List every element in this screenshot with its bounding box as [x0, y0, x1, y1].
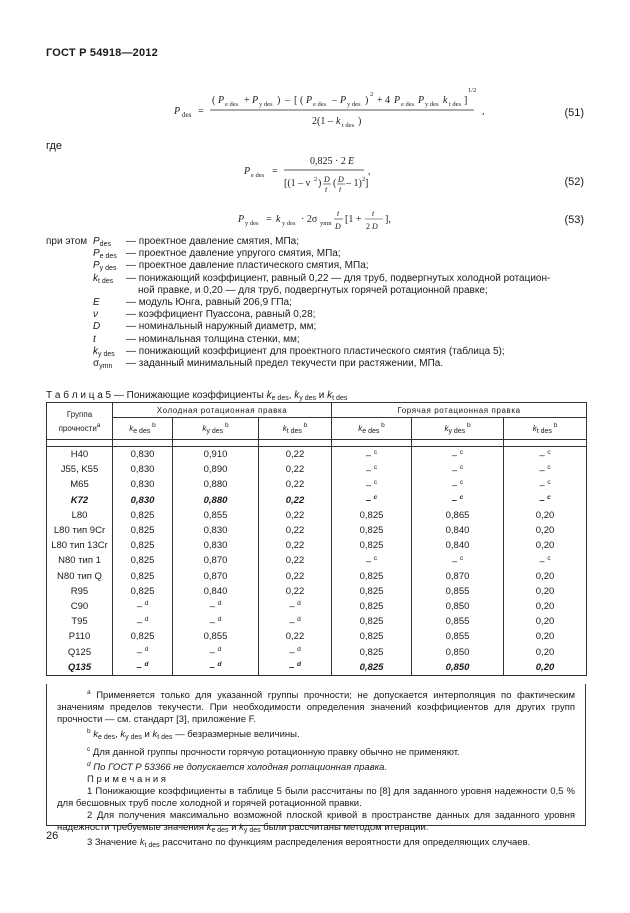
cold-straightening-header: Холодная ротационная правка — [113, 403, 332, 418]
cell-group: H40 — [47, 447, 113, 463]
cell-value: 0,825 — [332, 569, 412, 584]
cell-group: M65 — [47, 477, 113, 492]
cell-value: 0,830 — [113, 447, 173, 463]
cell-value: – $^d$ — [259, 614, 332, 629]
svg-text:=: = — [266, 214, 272, 225]
svg-text:t des: t des — [342, 122, 355, 129]
cell-group: T95 — [47, 614, 113, 629]
definition-symbol: E — [93, 296, 100, 308]
cell-group: L80 тип 13Cr — [47, 538, 113, 553]
table-row — [47, 493, 587, 508]
cell-value: 0,890 — [173, 462, 259, 477]
svg-text:(: ( — [333, 178, 337, 189]
cell-value: 0,830 — [113, 462, 173, 477]
page-number: 26 — [46, 830, 59, 842]
definitions-list — [46, 236, 586, 370]
cell-value: 0,20 — [504, 538, 587, 553]
cell-value: 0,20 — [504, 523, 587, 538]
definition-text: — проектное давление пластического смятия, МПа; — [126, 260, 369, 272]
notes-title: П р и м е ч а н и я — [87, 774, 166, 785]
cell-group: N80 тип Q — [47, 569, 113, 584]
cell-value: – $^d$ — [113, 644, 173, 659]
cell-value: 0,20 — [504, 629, 587, 644]
definition-symbol: $k_{y des}$ — [93, 345, 115, 358]
equation-51-formula — [172, 84, 502, 134]
definition-symbol: $k_{t des}$ — [93, 272, 114, 285]
table-caption-prefix: Т а б л и ц а 5 — [46, 390, 112, 401]
svg-text:0,825 · 2: 0,825 · 2 — [310, 156, 346, 167]
cell-group: Q135 — [47, 660, 113, 676]
svg-text:ymn: ymn — [320, 220, 332, 227]
cell-value: 0,870 — [412, 569, 504, 584]
svg-text:[(1 – ν: [(1 – ν — [284, 178, 311, 189]
svg-text:· 2σ: · 2σ — [301, 214, 318, 225]
table-row — [47, 644, 587, 659]
cell-value: – $^d$ — [173, 644, 259, 659]
cell-value: – $^c$ — [412, 462, 504, 477]
cell-value: 0,830 — [173, 538, 259, 553]
definition-text: — заданный минимальный предел текучести при растяжении, МПа. — [126, 357, 444, 369]
table-row — [47, 660, 587, 676]
svg-text:t: t — [337, 209, 340, 218]
svg-text:e des: e des — [401, 101, 415, 108]
cell-value: 0,22 — [259, 508, 332, 523]
cell-group: C90 — [47, 599, 113, 614]
definition-text: — номинальная толщина стенки, мм; — [126, 333, 300, 345]
cell-value: – $^d$ — [113, 599, 173, 614]
definition-item — [46, 260, 586, 272]
cell-value: 0,825 — [332, 614, 412, 629]
cell-value: 0,22 — [259, 569, 332, 584]
svg-text:P: P — [340, 95, 347, 106]
where-label: где — [46, 140, 63, 152]
table-row — [47, 508, 587, 523]
definition-item — [46, 236, 586, 248]
svg-text:2: 2 — [366, 222, 370, 231]
cell-value: 0,22 — [259, 477, 332, 492]
col-ky-hot: ky des $^b$ — [412, 418, 504, 440]
svg-text:2: 2 — [362, 176, 366, 183]
svg-text:+ 4: + 4 — [377, 95, 391, 106]
svg-text:P: P — [238, 214, 245, 225]
svg-text:): ) — [318, 178, 322, 189]
cell-group: R95 — [47, 584, 113, 599]
table-caption-text: — Понижающие коэффициенты — [113, 390, 264, 401]
cell-group: N80 тип 1 — [47, 553, 113, 568]
svg-text:2: 2 — [370, 91, 374, 98]
definition-symbol: $\sigma_{ymn}$ — [93, 357, 113, 370]
svg-text:,: , — [482, 106, 485, 117]
cell-group: P110 — [47, 629, 113, 644]
cell-value: 0,855 — [412, 584, 504, 599]
equation-53-formula — [238, 204, 408, 234]
cell-value: 0,22 — [259, 493, 332, 508]
svg-text:[: [ — [294, 95, 298, 106]
col-ke-cold: ke des $^b$ — [113, 418, 173, 440]
definition-symbol: D — [93, 321, 101, 333]
definition-text: — номинальный наружный диаметр, мм; — [126, 321, 317, 333]
cell-value: 0,855 — [412, 629, 504, 644]
svg-text:t des: t des — [449, 101, 462, 108]
cell-value: 0,855 — [412, 614, 504, 629]
cell-value: 0,825 — [113, 553, 173, 568]
svg-text:e des: e des — [225, 101, 239, 108]
cell-value: – $^c$ — [412, 553, 504, 568]
svg-text:2: 2 — [314, 176, 318, 183]
cell-value: 0,825 — [113, 538, 173, 553]
footnote-a: $^a$ Применяется только для указанной группы прочности; не допускается интерполяция по фактическим значениям пределов текучести. При необходимости определения значений коэффициентов для других групп прочности — см. стандарт [3], приложение F. — [57, 689, 575, 725]
cell-group: L80 — [47, 508, 113, 523]
svg-text:P: P — [394, 95, 401, 106]
svg-text:): ) — [358, 116, 362, 127]
cell-value: 0,830 — [113, 493, 173, 508]
table-row — [47, 584, 587, 599]
table-row — [47, 523, 587, 538]
cell-value: 0,22 — [259, 523, 332, 538]
svg-text:t: t — [339, 185, 342, 194]
table-row — [47, 569, 587, 584]
equation-51-number: (51) — [564, 107, 584, 119]
cell-value: – $^c$ — [504, 462, 587, 477]
svg-text:D: D — [335, 222, 341, 231]
definition-symbol: ν — [93, 309, 98, 321]
table-row — [47, 629, 587, 644]
cell-value: – $^d$ — [259, 660, 332, 676]
cell-value: 0,830 — [173, 523, 259, 538]
cell-value: 0,20 — [504, 569, 587, 584]
table-row — [47, 553, 587, 568]
svg-text:P: P — [218, 95, 225, 106]
cell-value: 0,825 — [113, 508, 173, 523]
svg-text:D: D — [372, 222, 378, 231]
cell-value: 0,825 — [113, 629, 173, 644]
cell-value: 0,20 — [504, 660, 587, 676]
cell-value: 0,825 — [332, 508, 412, 523]
cell-value: – $^d$ — [113, 660, 173, 676]
cell-value: 0,20 — [504, 584, 587, 599]
definition-text: — понижающий коэффициент для проектного пластического смятия (таблица 5); — [126, 345, 505, 357]
svg-text:t: t — [372, 209, 375, 218]
cell-value: – $^c$ — [332, 462, 412, 477]
cell-value: 0,825 — [332, 644, 412, 659]
svg-text:P: P — [244, 166, 251, 177]
document-header: ГОСТ Р 54918—2012 — [46, 47, 158, 59]
cell-value: 0,825 — [332, 629, 412, 644]
cell-value: 0,22 — [259, 553, 332, 568]
footnote-b: $^b$ $k_{e des}$, $k_{y des}$ и $k_{t des}$ — безразмерные величины. — [87, 728, 300, 741]
svg-text:– 1): – 1) — [346, 178, 362, 189]
cell-value: – $^c$ — [504, 447, 587, 463]
table-row — [47, 599, 587, 614]
cell-value: 0,22 — [259, 538, 332, 553]
cell-value: 0,825 — [332, 599, 412, 614]
cell-value: 0,825 — [332, 584, 412, 599]
svg-text:E: E — [348, 156, 355, 167]
definition-item — [46, 321, 586, 333]
table-row — [47, 477, 587, 492]
cell-value: – $^c$ — [504, 553, 587, 568]
cell-value: 0,870 — [173, 553, 259, 568]
cell-value: – $^c$ — [332, 447, 412, 463]
cell-value: 0,825 — [113, 584, 173, 599]
svg-text:–: – — [285, 95, 290, 106]
cell-group: Q125 — [47, 644, 113, 659]
cell-value: – $^c$ — [504, 477, 587, 492]
cell-value: 0,22 — [259, 629, 332, 644]
cell-value: 0,870 — [173, 569, 259, 584]
svg-text:(: ( — [212, 95, 216, 106]
svg-text:P: P — [174, 106, 181, 117]
definitions-intro: при этом — [46, 236, 88, 247]
cell-value: 0,22 — [259, 447, 332, 463]
cell-value: 0,840 — [173, 584, 259, 599]
table-caption: Т а б л и ц а 5 — Понижающие коэффициенты $k_{e des}$, $k_{y des}$ и $k_{t des}$ — [46, 390, 348, 402]
svg-text:+: + — [244, 95, 250, 106]
definition-text: — проектное давление смятия, МПа; — [126, 236, 299, 247]
cell-value: 0,20 — [504, 614, 587, 629]
table-row — [47, 614, 587, 629]
definition-text: ной правке, и 0,20 — для труб, подвергнутых горячей ротационной правке; — [138, 284, 488, 296]
cell-group: J55, K55 — [47, 462, 113, 477]
definition-item — [46, 297, 586, 309]
svg-text:D: D — [324, 175, 330, 184]
cell-group: K72 — [47, 493, 113, 508]
definition-item — [46, 334, 586, 346]
svg-text:): ) — [277, 95, 281, 106]
cell-value: – $^d$ — [113, 614, 173, 629]
definition-item — [46, 358, 586, 370]
group-header: Группа прочности$^a$ — [47, 403, 113, 440]
cell-value: 0,910 — [173, 447, 259, 463]
svg-text:]: ] — [464, 95, 468, 106]
definition-symbol: $P_{des}$ — [93, 236, 111, 248]
svg-text:P: P — [418, 95, 425, 106]
definition-symbol: $P_{e des}$ — [93, 248, 117, 261]
svg-text:y des: y des — [259, 101, 273, 108]
equation-52-formula — [244, 152, 374, 198]
definition-item — [46, 309, 586, 321]
cell-value: 0,20 — [504, 644, 587, 659]
svg-text:e des: e des — [251, 172, 265, 179]
svg-text:k: k — [276, 214, 281, 225]
svg-text:t: t — [325, 185, 328, 194]
equation-53-number: (53) — [564, 214, 584, 226]
table-row — [47, 447, 587, 463]
cell-value: 0,880 — [173, 477, 259, 492]
cell-value: – $^c$ — [412, 447, 504, 463]
cell-value: 0,880 — [173, 493, 259, 508]
col-kt-cold: kt des $^b$ — [259, 418, 332, 440]
definition-text: — понижающий коэффициент, равный 0,22 — для труб, подвергнутых холодной ротацион- — [126, 272, 551, 284]
svg-text:y des: y des — [282, 220, 296, 227]
cell-value: 0,850 — [412, 660, 504, 676]
col-kt-hot: kt des $^b$ — [504, 418, 587, 440]
cell-value: – $^c$ — [332, 493, 412, 508]
cell-value: 0,840 — [412, 538, 504, 553]
note-1: 1 Понижающие коэффициенты в таблице 5 были рассчитаны по [8] для заданного уровня надежности 0,5 % для бесшовных труб после холодной и горячей ротационной правки. — [57, 786, 575, 809]
cell-value: 0,855 — [173, 629, 259, 644]
col-ky-cold: ky des $^b$ — [173, 418, 259, 440]
cell-group: L80 тип 9Cr — [47, 523, 113, 538]
svg-text:e des: e des — [313, 101, 327, 108]
cell-value: 0,20 — [504, 599, 587, 614]
definition-text: — коэффициент Пуассона, равный 0,28; — [126, 309, 316, 321]
cell-value: – $^c$ — [412, 493, 504, 508]
svg-text:,: , — [368, 166, 371, 177]
cell-value: – $^c$ — [504, 493, 587, 508]
col-ke-hot: ke des $^b$ — [332, 418, 412, 440]
cell-value: 0,825 — [113, 569, 173, 584]
cell-value: 0,865 — [412, 508, 504, 523]
cell-value: – $^d$ — [259, 644, 332, 659]
svg-text:[1 +: [1 + — [345, 214, 362, 225]
cell-value: 0,840 — [412, 523, 504, 538]
cell-value: – $^d$ — [173, 599, 259, 614]
svg-text:=: = — [272, 166, 278, 177]
cell-value: 0,855 — [173, 508, 259, 523]
cell-value: 0,825 — [113, 523, 173, 538]
definition-continuation — [46, 285, 586, 297]
svg-text:],: ], — [385, 214, 391, 225]
hot-straightening-header: Горячая ротационная правка — [332, 403, 587, 418]
cell-value: 0,825 — [332, 660, 412, 676]
cell-value: 0,850 — [412, 599, 504, 614]
svg-text:k: k — [336, 116, 341, 127]
svg-text:P: P — [252, 95, 259, 106]
cell-value: – $^d$ — [259, 599, 332, 614]
cell-value: – $^d$ — [173, 660, 259, 676]
svg-text:y des: y des — [347, 101, 361, 108]
cell-value: – $^c$ — [332, 553, 412, 568]
svg-text:P: P — [306, 95, 313, 106]
svg-text:des: des — [182, 111, 192, 119]
equation-52-number: (52) — [564, 176, 584, 188]
svg-text:D: D — [338, 175, 344, 184]
note-3: 3 Значение $k_{t des}$ рассчитано по функциям распределения вероятности для определяющих случаев. — [87, 837, 531, 849]
definition-text: — модуль Юнга, равный 206,9 ГПа; — [126, 296, 292, 308]
cell-value: 0,825 — [332, 538, 412, 553]
cell-value: – $^c$ — [332, 477, 412, 492]
definition-item — [46, 273, 586, 285]
definition-symbol: $P_{y des}$ — [93, 260, 117, 273]
cell-value: 0,830 — [113, 477, 173, 492]
svg-text:): ) — [365, 95, 369, 106]
svg-text:y des: y des — [425, 101, 439, 108]
coefficients-table — [46, 402, 587, 676]
svg-text:k: k — [443, 95, 448, 106]
footnote-d: $^d$ По ГОСТ Р 53366 не допускается холодная ротационная правка. — [87, 761, 388, 773]
footnote-c: $^c$ Для данной группы прочности горячую ротационную правку обычно не применяют. — [87, 746, 460, 758]
table-row — [47, 462, 587, 477]
cell-value: 0,22 — [259, 462, 332, 477]
table-row — [47, 538, 587, 553]
cell-value: 0,20 — [504, 508, 587, 523]
svg-text:(: ( — [300, 95, 304, 106]
svg-text:1/2: 1/2 — [468, 87, 477, 94]
definition-item — [46, 346, 586, 358]
definition-text: — проектное давление упругого смятия, МПа; — [126, 248, 341, 260]
svg-text:=: = — [198, 106, 204, 117]
svg-text:–: – — [332, 95, 337, 106]
note-2: 2 Для получения максимально возможной плоской кривой в пространстве данных для заданного уровня надежности требуемые значения $k_{e des}$ и $k_{y des}$ были рассчитаны методом итерации. — [57, 810, 575, 834]
cell-value: – $^c$ — [412, 477, 504, 492]
definition-symbol: t — [93, 333, 96, 345]
cell-value: – $^d$ — [173, 614, 259, 629]
cell-value: 0,850 — [412, 644, 504, 659]
cell-value: 0,825 — [332, 523, 412, 538]
svg-text:2(1 –: 2(1 – — [312, 116, 333, 127]
svg-text:]: ] — [365, 178, 369, 189]
cell-value: 0,22 — [259, 584, 332, 599]
definition-item — [46, 248, 586, 260]
svg-text:y des: y des — [245, 220, 259, 227]
